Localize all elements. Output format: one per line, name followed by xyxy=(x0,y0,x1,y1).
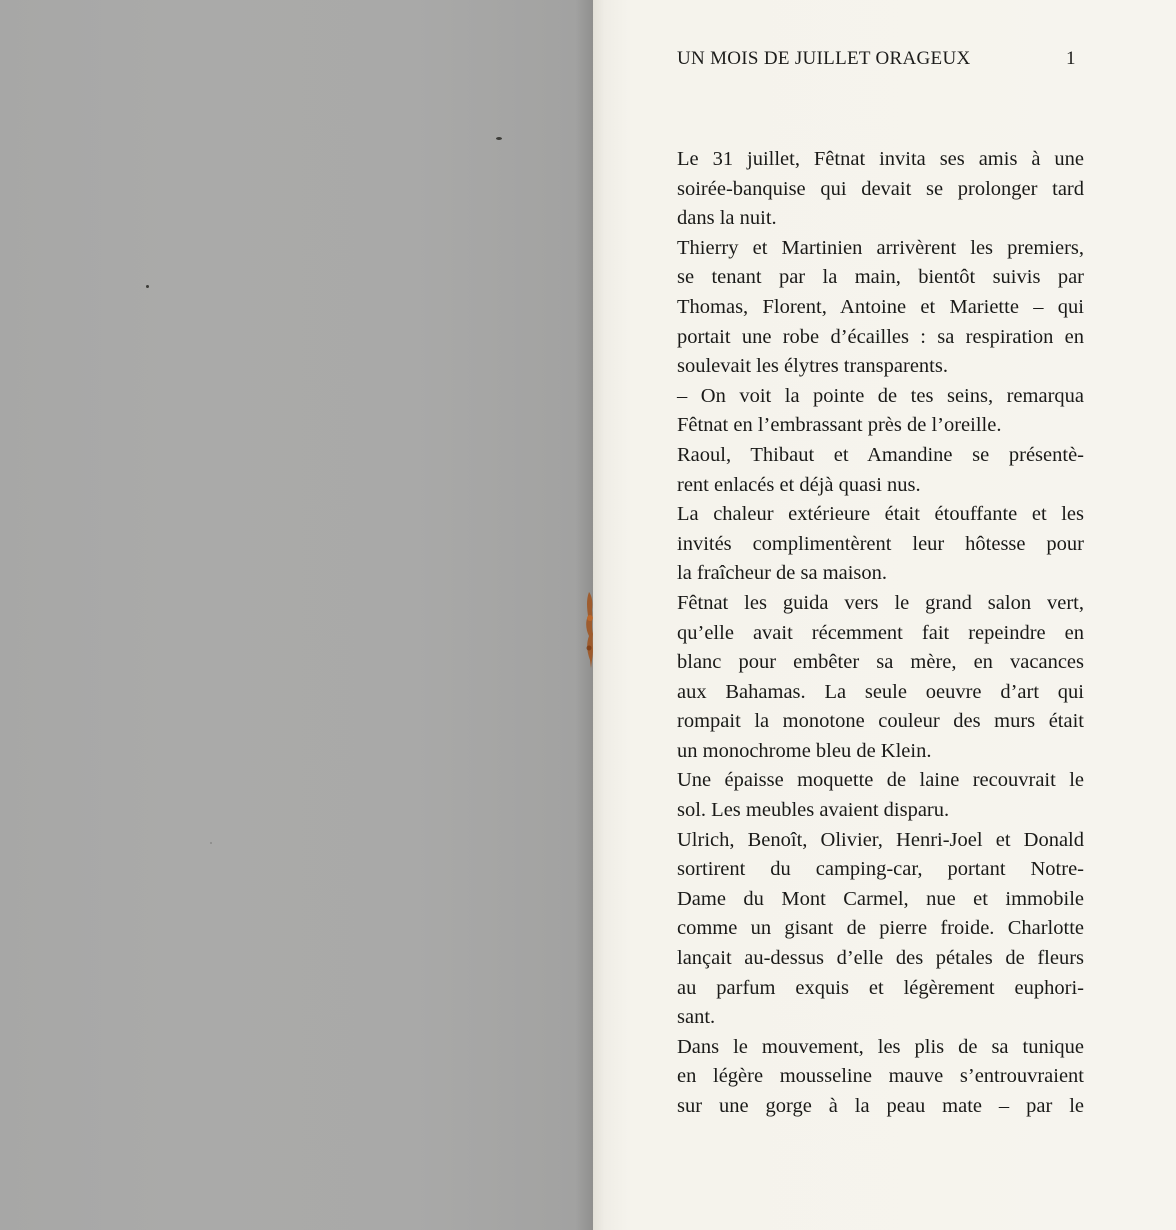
text-line: soulevait les élytres transparents. xyxy=(677,355,948,378)
text-line: dans la nuit. xyxy=(677,207,777,230)
text-line: – On voit la pointe de tes seins, remarqua xyxy=(677,384,1084,407)
text-line: Ulrich, Benoît, Olivier, Henri-Joel et Donald xyxy=(677,828,1084,851)
running-head: UN MOIS DE JUILLET ORAGEUX xyxy=(677,48,971,69)
speck xyxy=(496,137,502,140)
speck xyxy=(210,842,212,844)
text-line: sortirent du camping-car, portant Notre- xyxy=(677,858,1084,881)
text-line: Dans le mouvement, les plis de sa tunique xyxy=(677,1035,1084,1058)
text-line: sur une gorge à la peau mate – par le xyxy=(677,1095,1084,1117)
text-line: Thomas, Florent, Antoine et Mariette – qui xyxy=(677,295,1084,318)
text-line: Fêtnat les guida vers le grand salon vert, xyxy=(677,591,1084,614)
text-line: en légère mousseline mauve s’entrouvraient xyxy=(677,1065,1084,1088)
text-line: se tenant par la main, bientôt suivis par xyxy=(677,266,1084,289)
text-line: portait une robe d’écailles : sa respiration en xyxy=(677,325,1084,348)
text-line: Une épaisse moquette de laine recouvrait le xyxy=(677,769,1084,792)
text-line: Fêtnat en l’embrassant près de l’oreille. xyxy=(677,414,1002,437)
speck xyxy=(146,285,149,288)
page-number: 1 xyxy=(1066,48,1076,69)
text-line: rompait la monotone couleur des murs était xyxy=(677,710,1084,733)
text-line: aux Bahamas. La seule oeuvre d’art qui xyxy=(677,680,1084,703)
text-line: sol. Les meubles avaient disparu. xyxy=(677,799,950,822)
text-line: blanc pour embêter sa mère, en vacances xyxy=(677,651,1084,674)
text-line: Raoul, Thibaut et Amandine se présentè- xyxy=(677,443,1084,466)
text-line: comme un gisant de pierre froide. Charlotte xyxy=(677,917,1084,940)
text-line: Thierry et Martinien arrivèrent les premiers, xyxy=(677,236,1084,259)
text-line: un monochrome bleu de Klein. xyxy=(677,739,932,762)
body-text xyxy=(677,145,1084,1122)
text-line: Dame du Mont Carmel, nue et immobile xyxy=(677,887,1084,910)
text-line: invités complimentèrent leur hôtesse pour xyxy=(677,532,1084,555)
text-line: soirée-banquise qui devait se prolonger tard xyxy=(677,177,1084,200)
text-line: sant. xyxy=(677,1006,716,1029)
text-line: lançait au-dessus d’elle des pétales de fleurs xyxy=(677,947,1084,970)
text-line: la fraîcheur de sa maison. xyxy=(677,562,888,585)
text-line: rent enlacés et déjà quasi nus. xyxy=(677,473,921,496)
book-page xyxy=(593,0,1176,1230)
text-line: Le 31 juillet, Fêtnat invita ses amis à une xyxy=(677,148,1084,170)
text-line: qu’elle avait récemment fait repeindre en xyxy=(677,621,1084,644)
text-line: au parfum exquis et légèrement euphori- xyxy=(677,976,1084,999)
text-line: La chaleur extérieure était étouffante et les xyxy=(677,503,1084,526)
